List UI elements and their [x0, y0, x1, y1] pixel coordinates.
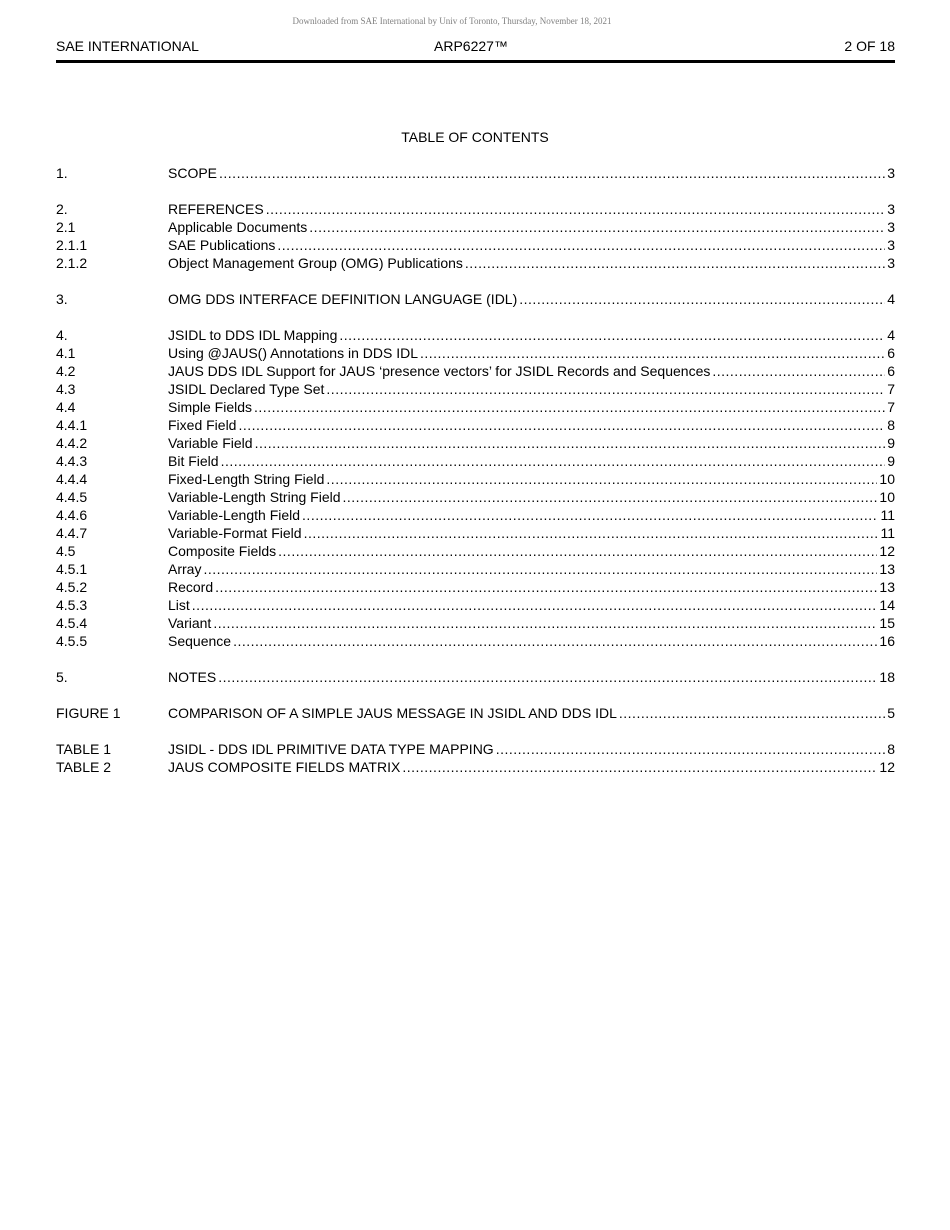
- toc-entry-number: 4.5.5: [56, 633, 88, 649]
- toc-entry-number: 1.: [56, 165, 68, 181]
- toc-entry[interactable]: [56, 470, 895, 488]
- header-document-id: ARP6227™: [434, 38, 508, 54]
- toc-entry-number: 4.: [56, 327, 68, 343]
- toc-entry-page: 3: [887, 237, 895, 253]
- toc-entry-page: 6: [887, 363, 895, 379]
- toc-entry-page: 11: [880, 525, 895, 541]
- toc-entry-label: Sequence: [168, 633, 232, 649]
- toc-entry-number: 4.4.2: [56, 435, 88, 451]
- toc-entry-page: 8: [887, 741, 895, 757]
- toc-entry[interactable]: [56, 614, 895, 632]
- toc-dot-leader: [402, 758, 877, 776]
- toc-title: TABLE OF CONTENTS: [401, 129, 549, 145]
- toc-entry-page: 5: [887, 705, 895, 721]
- toc-entry[interactable]: [56, 668, 895, 686]
- toc-entry[interactable]: [56, 254, 895, 272]
- toc-entry-number: 4.5: [56, 543, 76, 559]
- toc-entry-page: 7: [887, 381, 895, 397]
- toc-entry-number: 2.1.1: [56, 237, 88, 253]
- toc-entry-page: 4: [887, 291, 895, 307]
- toc-entry-label: REFERENCES: [168, 201, 264, 217]
- toc-dot-leader: [326, 470, 877, 488]
- toc-entry[interactable]: [56, 326, 895, 344]
- toc-entry-number: 4.5.4: [56, 615, 88, 631]
- toc-dot-leader: [278, 542, 877, 560]
- toc-entry-label: Fixed Field: [168, 417, 237, 433]
- toc-entry-page: 14: [879, 597, 895, 613]
- toc-dot-leader: [420, 344, 885, 362]
- toc-entry-page: 12: [879, 759, 895, 775]
- toc-dot-leader: [465, 254, 885, 272]
- toc-entry-label: Composite Fields: [168, 543, 277, 559]
- toc-entry-number: 4.4.1: [56, 417, 88, 433]
- toc-dot-leader: [712, 362, 885, 380]
- toc-entry[interactable]: [56, 164, 895, 182]
- toc-entry-page: 4: [887, 327, 895, 343]
- header-organization: SAE INTERNATIONAL: [56, 38, 199, 54]
- toc-dot-leader: [304, 524, 879, 542]
- toc-entry-label: Variant: [168, 615, 212, 631]
- toc-entry[interactable]: [56, 596, 895, 614]
- toc-entry-page: 3: [887, 165, 895, 181]
- toc-dot-leader: [619, 704, 885, 722]
- toc-entry-number: 2.: [56, 201, 68, 217]
- toc-dot-leader: [233, 632, 877, 650]
- toc-dot-leader: [255, 434, 886, 452]
- toc-dot-leader: [218, 668, 877, 686]
- toc-dot-leader: [215, 578, 877, 596]
- toc-entry[interactable]: [56, 362, 895, 380]
- toc-entry-page: 10: [879, 471, 895, 487]
- toc-entry-label: Record: [168, 579, 214, 595]
- toc-entry-page: 3: [887, 201, 895, 217]
- toc-entry-number: 4.5.2: [56, 579, 88, 595]
- toc-entry-page: 11: [880, 507, 895, 523]
- toc-entry[interactable]: [56, 542, 895, 560]
- toc-entry-number: 4.5.3: [56, 597, 88, 613]
- toc-entry-label: Variable-Format Field: [168, 525, 302, 541]
- toc-entry-number: 4.2: [56, 363, 76, 379]
- toc-entry-label: Variable-Length Field: [168, 507, 301, 523]
- toc-entry-page: 9: [887, 435, 895, 451]
- toc-entry-page: 8: [887, 417, 895, 433]
- toc-entry-label: Variable Field: [168, 435, 253, 451]
- toc-dot-leader: [309, 218, 885, 236]
- toc-entry[interactable]: [56, 488, 895, 506]
- toc-entry-label: JSIDL - DDS IDL PRIMITIVE DATA TYPE MAPPING: [168, 741, 494, 757]
- toc-entry-label: Object Management Group (OMG) Publications: [168, 255, 463, 271]
- toc-entry-label: Bit Field: [168, 453, 219, 469]
- toc-entry[interactable]: [56, 218, 895, 236]
- toc-entry[interactable]: [56, 416, 895, 434]
- toc-dot-leader: [254, 398, 885, 416]
- toc-dot-leader: [203, 560, 877, 578]
- toc-entry-label: JAUS DDS IDL Support for JAUS ‘presence vectors’ for JSIDL Records and Sequences: [168, 363, 711, 379]
- toc-entry-label: List: [168, 597, 190, 613]
- toc-entry-label: Variable-Length String Field: [168, 489, 341, 505]
- toc-entry-number: 2.1.2: [56, 255, 88, 271]
- toc-entry-label: NOTES: [168, 669, 217, 685]
- toc-entry[interactable]: [56, 344, 895, 362]
- toc-dot-leader: [302, 506, 878, 524]
- toc-entry-page: 3: [887, 255, 895, 271]
- toc-entry-label: JSIDL Declared Type Set: [168, 381, 325, 397]
- toc-entry[interactable]: [56, 524, 895, 542]
- toc-entry-number: 4.4: [56, 399, 76, 415]
- toc-entry-page: 15: [879, 615, 895, 631]
- toc-table-entry[interactable]: [56, 758, 895, 776]
- toc-entry[interactable]: [56, 434, 895, 452]
- toc-table-entry[interactable]: [56, 740, 895, 758]
- toc-dot-leader: [221, 452, 886, 470]
- toc-dot-leader: [343, 488, 878, 506]
- toc-dot-leader: [339, 326, 885, 344]
- toc-dot-leader: [496, 740, 886, 758]
- toc-entry[interactable]: [56, 290, 895, 308]
- toc-entry-label: OMG DDS INTERFACE DEFINITION LANGUAGE (IDL): [168, 291, 518, 307]
- toc-entry-number: 4.4.5: [56, 489, 88, 505]
- toc-entry[interactable]: [56, 398, 895, 416]
- table-of-contents: [56, 164, 895, 776]
- toc-entry-number: TABLE 2: [56, 759, 111, 775]
- toc-entry[interactable]: [56, 236, 895, 254]
- toc-figure-entry[interactable]: [56, 704, 895, 722]
- toc-entry-page: 16: [879, 633, 895, 649]
- toc-entry-number: 4.4.3: [56, 453, 88, 469]
- download-watermark: Downloaded from SAE International by Univ of Toronto, Thursday, November 18, 2021: [292, 16, 612, 26]
- toc-dot-leader: [326, 380, 885, 398]
- toc-entry-page: 6: [887, 345, 895, 361]
- toc-entry-page: 7: [887, 399, 895, 415]
- toc-entry-number: TABLE 1: [56, 741, 111, 757]
- toc-entry[interactable]: [56, 560, 895, 578]
- toc-entry-number: 4.4.4: [56, 471, 88, 487]
- toc-entry-page: 12: [879, 543, 895, 559]
- toc-dot-leader: [213, 614, 877, 632]
- toc-dot-leader: [266, 200, 886, 218]
- toc-entry-number: 4.3: [56, 381, 76, 397]
- toc-entry-page: 13: [879, 579, 895, 595]
- toc-entry-label: SAE Publications: [168, 237, 276, 253]
- toc-entry-label: Fixed-Length String Field: [168, 471, 325, 487]
- toc-entry[interactable]: [56, 506, 895, 524]
- toc-entry[interactable]: [56, 200, 895, 218]
- toc-entry-label: Simple Fields: [168, 399, 253, 415]
- toc-entry-number: 4.4.7: [56, 525, 88, 541]
- toc-entry-label: JSIDL to DDS IDL Mapping: [168, 327, 338, 343]
- toc-entry-page: 13: [879, 561, 895, 577]
- toc-dot-leader: [519, 290, 885, 308]
- toc-entry[interactable]: [56, 452, 895, 470]
- page-header: [56, 38, 895, 63]
- toc-entry-number: 4.1: [56, 345, 76, 361]
- toc-entry[interactable]: [56, 380, 895, 398]
- toc-dot-leader: [192, 596, 878, 614]
- toc-entry-number: 2.1: [56, 219, 76, 235]
- toc-entry-page: 9: [887, 453, 895, 469]
- toc-entry-page: 10: [879, 489, 895, 505]
- toc-entry-number: 5.: [56, 669, 68, 685]
- toc-entry-label: Array: [168, 561, 202, 577]
- toc-dot-leader: [277, 236, 885, 254]
- toc-dot-leader: [238, 416, 885, 434]
- toc-entry-label: COMPARISON OF A SIMPLE JAUS MESSAGE IN JSIDL AND DDS IDL: [168, 705, 617, 721]
- toc-entry-page: 3: [887, 219, 895, 235]
- toc-entry-label: Using @JAUS() Annotations in DDS IDL: [168, 345, 418, 361]
- toc-entry[interactable]: [56, 578, 895, 596]
- header-page-indicator: 2 OF 18: [844, 38, 895, 54]
- toc-entry-number: 3.: [56, 291, 68, 307]
- toc-entry-number: 4.4.6: [56, 507, 88, 523]
- toc-entry-label: JAUS COMPOSITE FIELDS MATRIX: [168, 759, 401, 775]
- toc-entry[interactable]: [56, 632, 895, 650]
- toc-entry-page: 18: [879, 669, 895, 685]
- toc-entry-label: SCOPE: [168, 165, 218, 181]
- toc-entry-number: 4.5.1: [56, 561, 88, 577]
- toc-dot-leader: [219, 164, 885, 182]
- toc-entry-number: FIGURE 1: [56, 705, 121, 721]
- toc-entry-label: Applicable Documents: [168, 219, 308, 235]
